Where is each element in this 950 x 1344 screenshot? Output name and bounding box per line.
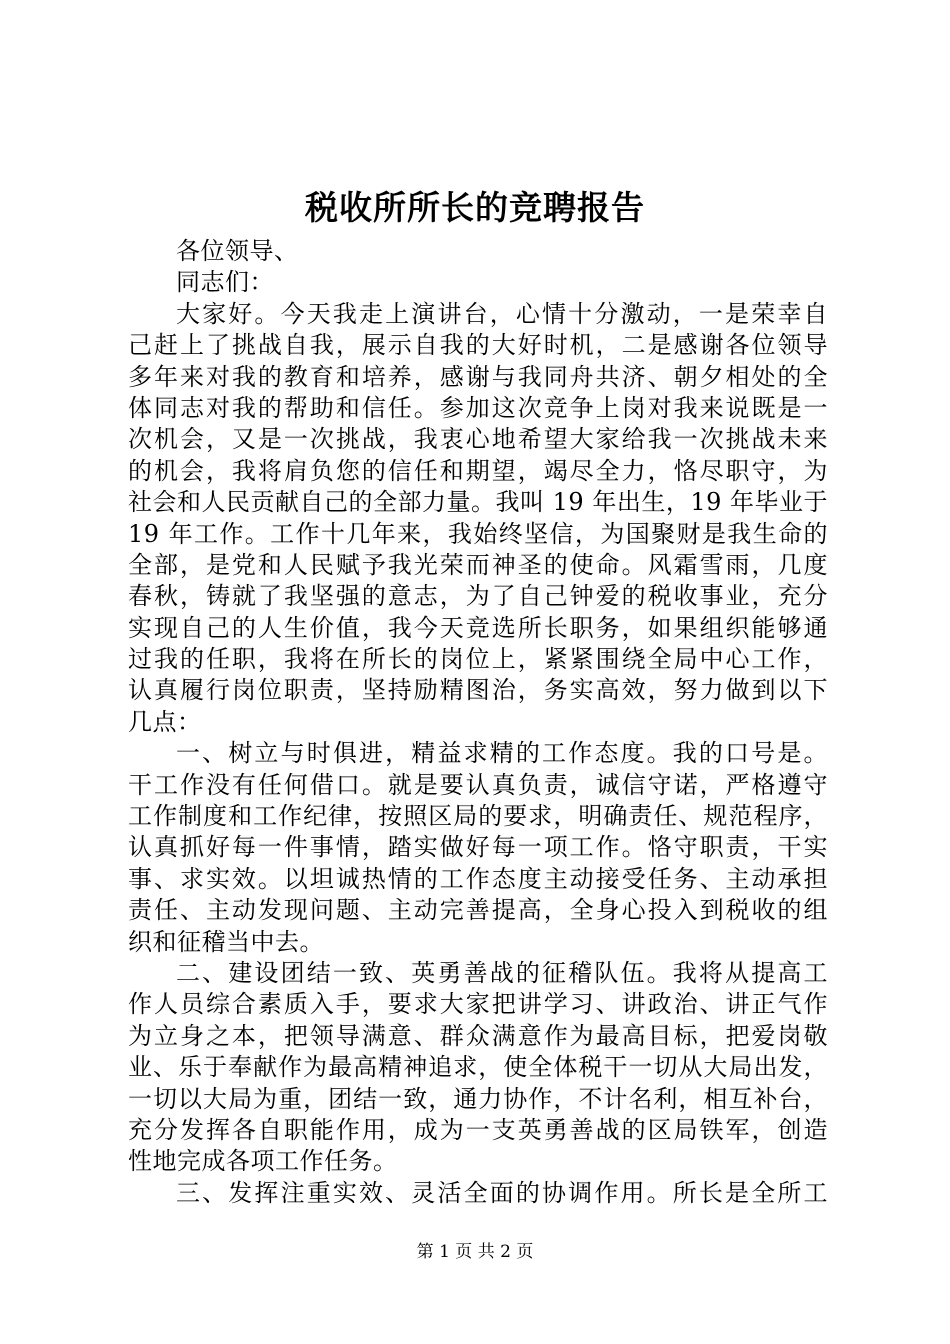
text-line: 多年来对我的教育和培养，感谢与我同舟共济、朝夕相处的全 (128, 362, 828, 391)
text-line: 一、树立与时俱进，精益求精的工作态度。我的口号是。 (176, 739, 828, 768)
text-line: 性地完成各项工作任务。 (128, 1147, 398, 1176)
text-line: 各位领导、 (176, 237, 299, 265)
text-line: 充分发挥各自职能作用，成为一支英勇善战的区局铁军，创造 (128, 1115, 828, 1144)
page-number: 第 1 页 共 2 页 (416, 1242, 534, 1262)
text-line: 三、发挥注重实效、灵活全面的协调作用。所长是全所工 (176, 1178, 828, 1207)
text-line: 为立身之本，把领导满意、群众满意作为最高目标，把爱岗敬 (128, 1021, 828, 1050)
text-line: 的机会，我将肩负您的信任和期望，竭尽全力，恪尽职守，为 (128, 456, 828, 485)
text-line: 同志们： (176, 268, 274, 297)
page-title: 税收所所长的竞聘报告 (305, 188, 645, 227)
text-line: 过我的任职，我将在所长的岗位上，紧紧围绕全局中心工作， (128, 645, 828, 674)
text-line: 大家好。今天我走上演讲台，心情十分激动，一是荣幸自 (176, 299, 828, 328)
text-line: 一切以大局为重，团结一致，通力协作，不计名利，相互补台， (128, 1084, 828, 1113)
text-line: 全部，是党和人民赋予我光荣而神圣的使命。风霜雪雨，几度 (128, 550, 828, 579)
text-line: 作人员综合素质入手，要求大家把讲学习、讲政治、讲正气作 (128, 990, 828, 1019)
text-line: 干工作没有任何借口。就是要认真负责，诚信守诺，严格遵守 (128, 770, 828, 799)
text-line: 体同志对我的帮助和信任。参加这次竞争上岗对我来说既是一 (128, 393, 828, 422)
text-line: 19 年工作。工作十几年来，我始终坚信，为国聚财是我生命的 (128, 519, 828, 548)
body-text (128, 236, 828, 1209)
text-line: 工作制度和工作纪律，按照区局的要求，明确责任、规范程序， (128, 802, 828, 831)
text-line: 春秋，铸就了我坚强的意志，为了自己钟爱的税收事业，充分 (128, 582, 828, 611)
text-line: 认真履行岗位职责，坚持励精图治，务实高效，努力做到以下 (128, 676, 828, 705)
text-line: 二、建设团结一致、英勇善战的征稽队伍。我将从提高工 (176, 958, 828, 987)
text-line: 责任、主动发现问题、主动完善提高，全身心投入到税收的组 (128, 896, 828, 925)
text-line: 织和征稽当中去。 (128, 927, 324, 956)
text-line: 认真抓好每一件事情，踏实做好每一项工作。恪守职责，干实 (128, 833, 828, 862)
text-line: 几点： (128, 707, 202, 736)
text-line: 实现自己的人生价值，我今天竞选所长职务，如果组织能够通 (128, 613, 828, 642)
text-line: 己赶上了挑战自我，展示自我的大好时机，二是感谢各位领导 (128, 331, 828, 360)
text-line: 事、求实效。以坦诚热情的工作态度主动接受任务、主动承担 (128, 864, 828, 893)
text-line: 社会和人民贡献自己的全部力量。我叫 19 年出生，19 年毕业于 (128, 488, 828, 517)
text-line: 次机会，又是一次挑战，我衷心地希望大家给我一次挑战未来 (128, 425, 828, 454)
text-line: 业、乐于奉献作为最高精神追求，使全体税干一切从大局出发， (128, 1053, 828, 1082)
